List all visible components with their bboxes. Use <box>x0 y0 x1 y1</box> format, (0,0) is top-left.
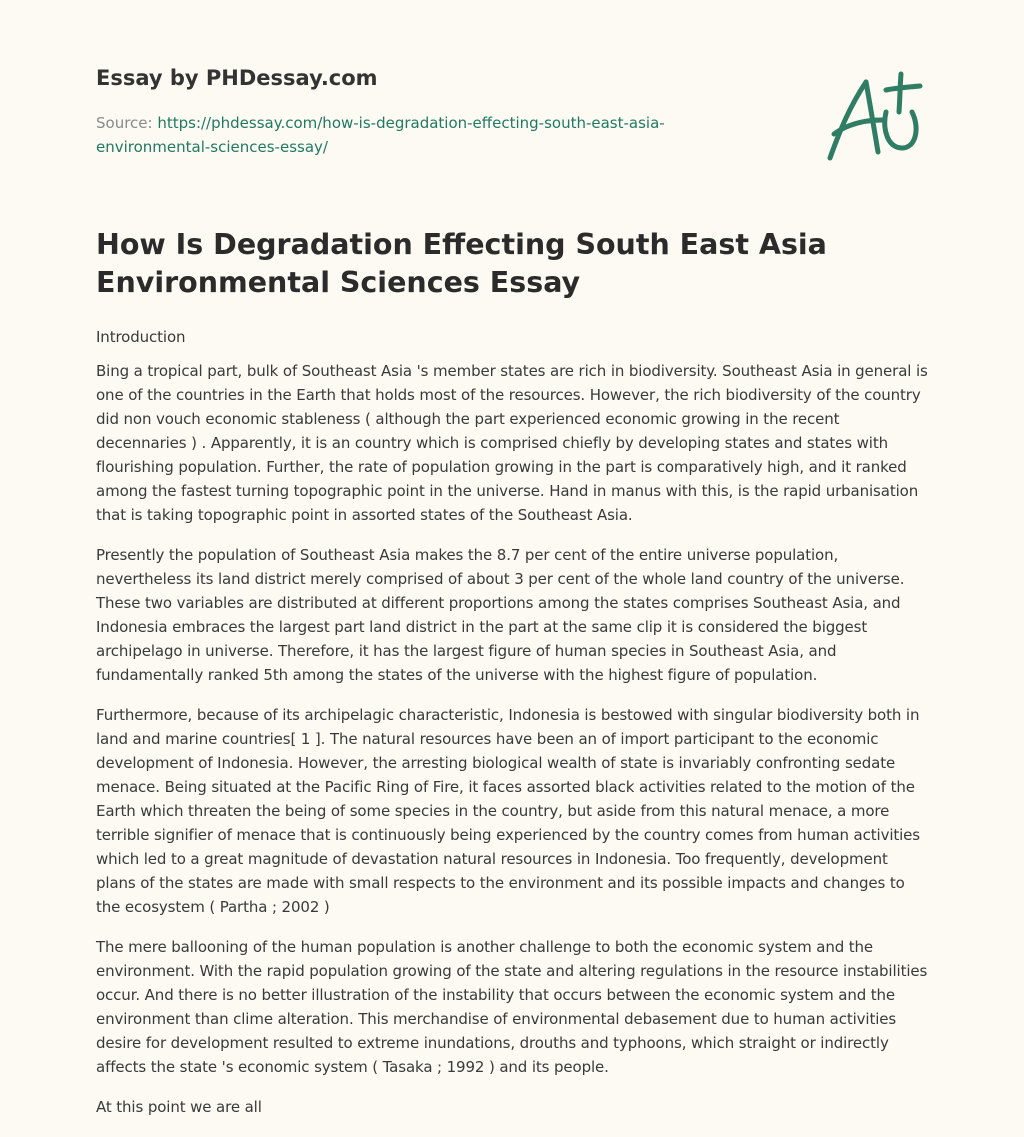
essay-body <box>96 325 930 1135</box>
source-label: Source: <box>96 114 158 132</box>
paragraph: Bing a tropical part, bulk of Southeast Asia 's member states are rich in biodiversity. Southeast Asia in general is one of the countries in the Earth that holds most of the resources. However, the rich biodiversity of the country did non vouch economic stableness ( although the part experienced economic growing in the recent decennaries ) . Apparently, it is an country which is comprised chiefly by developing states and states with flourishing population. Further, the rate of population growing in the part is comparatively high, and it ranked among the fastest turning topographic point in the universe. Hand in manus with this, is the rapid urbanisation that is taking topographic point in assorted states of the Southeast Asia. <box>96 362 928 524</box>
source-link[interactable]: https://phdessay.com/how-is-degradation-effecting-south-east-asia-environmental-sciences-essay/ <box>96 114 665 156</box>
paragraph: Presently the population of Southeast Asia makes the 8.7 per cent of the entire universe population, nevertheless its land district merely comprised of about 3 per cent of the whole land country of the universe. These two variables are distributed at different proportions among the states comprises Southeast Asia, and Indonesia embraces the largest part land district in the part at the same clip it is considered the biggest archipelago in universe. Therefore, it has the largest figure of human species in Southeast Asia, and fundamentally ranked 5th among the states of the universe with the highest figure of population. <box>96 546 905 684</box>
essay-title: How Is Degradation Effecting South East Asia Environmental Sciences Essay <box>96 228 827 299</box>
paragraph: The mere ballooning of the human population is another challenge to both the economic system and the environment. With the rapid population growing of the state and altering regulations in the resource instabilities occur. And there is no better illustration of the instability that occurs between the economic system and the environment than clime alteration. This merchandise of environmental debasement due to human activities desire for development resulted to extreme inundations, drouths and typhoons, which straight or indirectly affects the state 's economic system ( Tasaka ; 1992 ) and its people. <box>96 938 928 1076</box>
paragraph: At this point we are all <box>96 1098 262 1116</box>
paragraph: Furthermore, because of its archipelagic characteristic, Indonesia is bestowed with singular biodiversity both in land and marine countries[ 1 ]. The natural resources have been an of import participant to the economic development of Indonesia. However, the arresting biological wealth of state is invariably confronting sedate menace. Being situated at the Pacific Ring of Fire, it faces assorted black activities related to the motion of the Earth which threaten the being of some species in the country, but aside from this natural menace, a more terrible signifier of menace that is continuously being experienced by the country comes from human activities which led to a great magnitude of devastation natural resources in Indonesia. Too frequently, development plans of the states are made with small respects to the environment and its possible impacts and changes to the ecosystem ( Partha ; 2002 ) <box>96 706 920 916</box>
intro-heading: Introduction <box>96 328 186 346</box>
source-line <box>96 111 696 159</box>
a-plus-grade-icon <box>824 68 928 164</box>
site-brand: Essay by PHDessay.com <box>96 66 378 90</box>
